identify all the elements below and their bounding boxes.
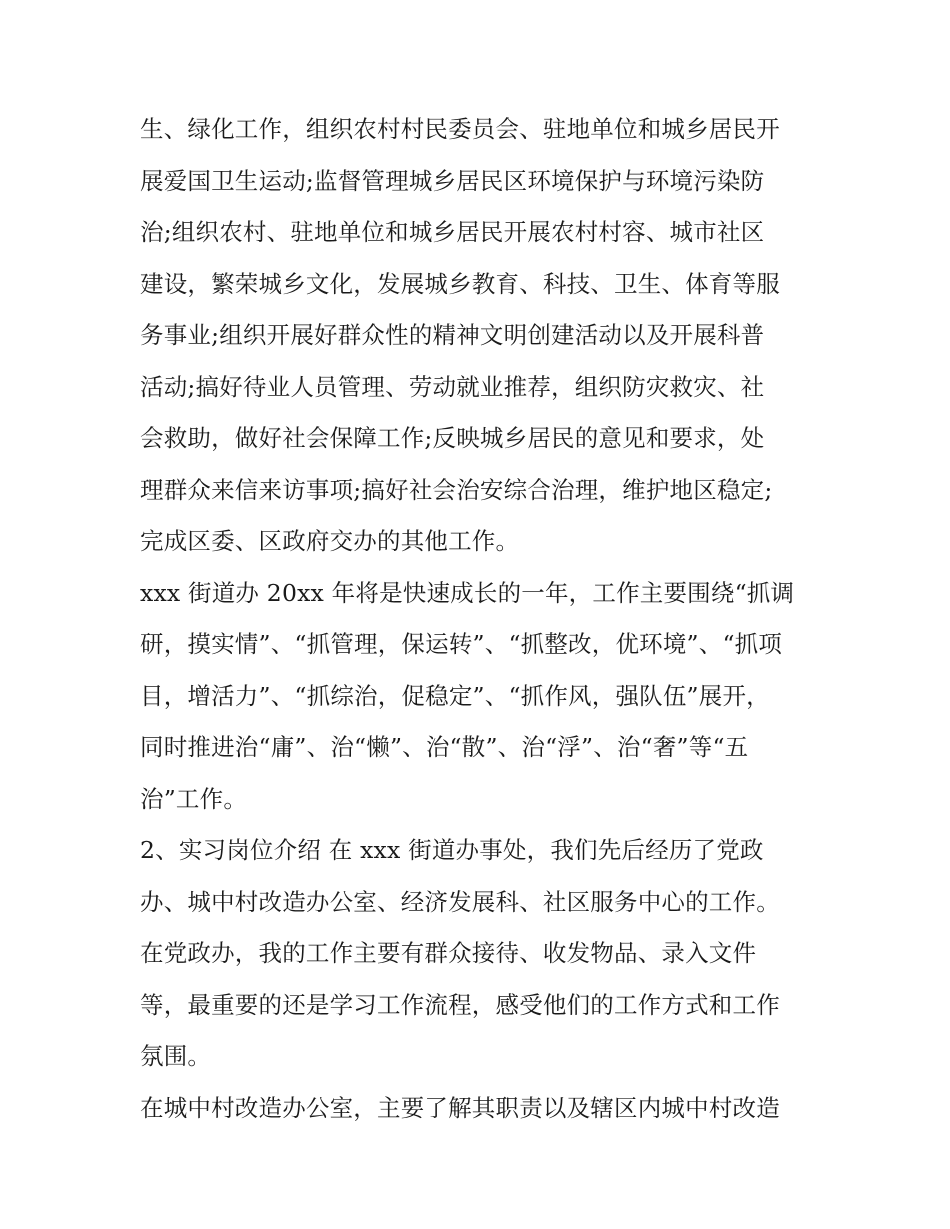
text-line: 活动;搞好待业人员管理、劳动就业推荐，组织防灾救灾、社	[140, 372, 765, 401]
text-line: 治”工作。	[140, 784, 248, 813]
text-line: 治;组织农村、驻地单位和城乡居民开展农村村容、城市社区	[140, 218, 765, 246]
text-line: 完成区委、区政府交办的其他工作。	[140, 527, 520, 555]
text-line: 会救助，做好社会保障工作;反映城乡居民的意见和要求，处	[140, 424, 765, 452]
text-line: 同时推进治“庸”、治“懒”、治“散”、治“浮”、治“奢”等“五	[140, 733, 749, 761]
text-line: 务事业;组织开展好群众性的精神文明创建活动以及开展科普	[140, 321, 765, 349]
document-body	[140, 104, 812, 1134]
text-line: 等，最重要的还是学习工作流程，感受他们的工作方式和工作	[140, 990, 780, 1019]
text-line: 在党政办，我的工作主要有群众接待、收发物品、录入文件	[140, 939, 757, 967]
paragraph-annual-plan	[140, 568, 812, 826]
text-line: 目，增活力”、“抓综治，促稳定”、“抓作风，强队伍”展开，	[140, 681, 770, 710]
text-line: 展爱国卫生运动;监督管理城乡居民区环境保护与环境污染防	[140, 166, 765, 195]
text-line: 氛围。	[140, 1042, 212, 1070]
paragraph-village-renovation-office	[140, 1083, 812, 1135]
text-line: 建设，繁荣城乡文化，发展城乡教育、科技、卫生、体育等服	[140, 269, 780, 298]
text-line: 生、绿化工作，组织农村村民委员会、驻地单位和城乡居民开	[140, 115, 780, 143]
text-line: xxx 街道办 20xx 年将是快速成长的一年，工作主要围绕“抓调	[140, 578, 795, 607]
text-line: 2、实习岗位介绍 在 xxx 街道办事处，我们先后经历了党政	[140, 836, 764, 864]
text-line: 研，摸实情”、“抓管理，保运转”、“抓整改，优环境”、“抓项	[140, 630, 783, 658]
text-line: 在城中村改造办公室，主要了解其职责以及辖区内城中村改造	[140, 1093, 780, 1122]
text-line: 理群众来信来访事项;搞好社会治安综合治理，维护地区稳定;	[140, 475, 773, 504]
paragraph-duties-continued	[140, 104, 812, 568]
text-line: 办、城中村改造办公室、经济发展科、社区服务中心的工作。	[140, 887, 780, 916]
paragraph-internship-positions	[140, 825, 812, 1083]
